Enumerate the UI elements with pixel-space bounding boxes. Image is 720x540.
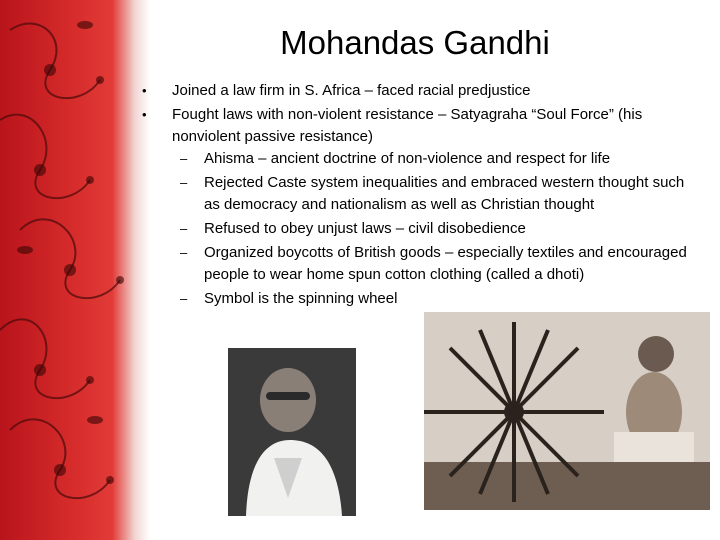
portrait-photo [228, 348, 356, 516]
decorative-left-band [0, 0, 150, 540]
bullet-item: • Joined a law firm in S. Africa – faced racial predjustice [140, 80, 700, 102]
sub-bullet-item: – Ahisma – ancient doctrine of non-violence and respect for life [172, 148, 700, 170]
sub-bullet-item: – Rejected Caste system inequalities and embraced western thought such as democracy and nationalism as well as Christian thought [172, 172, 700, 216]
spinning-wheel-icon [424, 312, 710, 510]
bullet-item [140, 104, 700, 310]
sub-bullet-list [172, 148, 700, 310]
slide-title: Mohandas Gandhi [280, 24, 550, 61]
spinning-wheel-photo [424, 312, 710, 510]
sub-bullet-item: – Organized boycotts of British goods – especially textiles and encouraged people to wear home spun cotton clothing (called a dhoti) [172, 242, 700, 286]
bullet-text: Fought laws with non-violent resistance – Satyagraha “Soul Force” (his nonviolent passive resistance) [172, 106, 643, 145]
sub-bullet-item: – Symbol is the spinning wheel [172, 288, 700, 310]
sub-bullet-item: – Refused to obey unjust laws – civil disobedience [172, 218, 700, 240]
floral-swirl-icon [0, 0, 150, 540]
portrait-icon [228, 348, 356, 516]
bullet-list [140, 80, 700, 312]
